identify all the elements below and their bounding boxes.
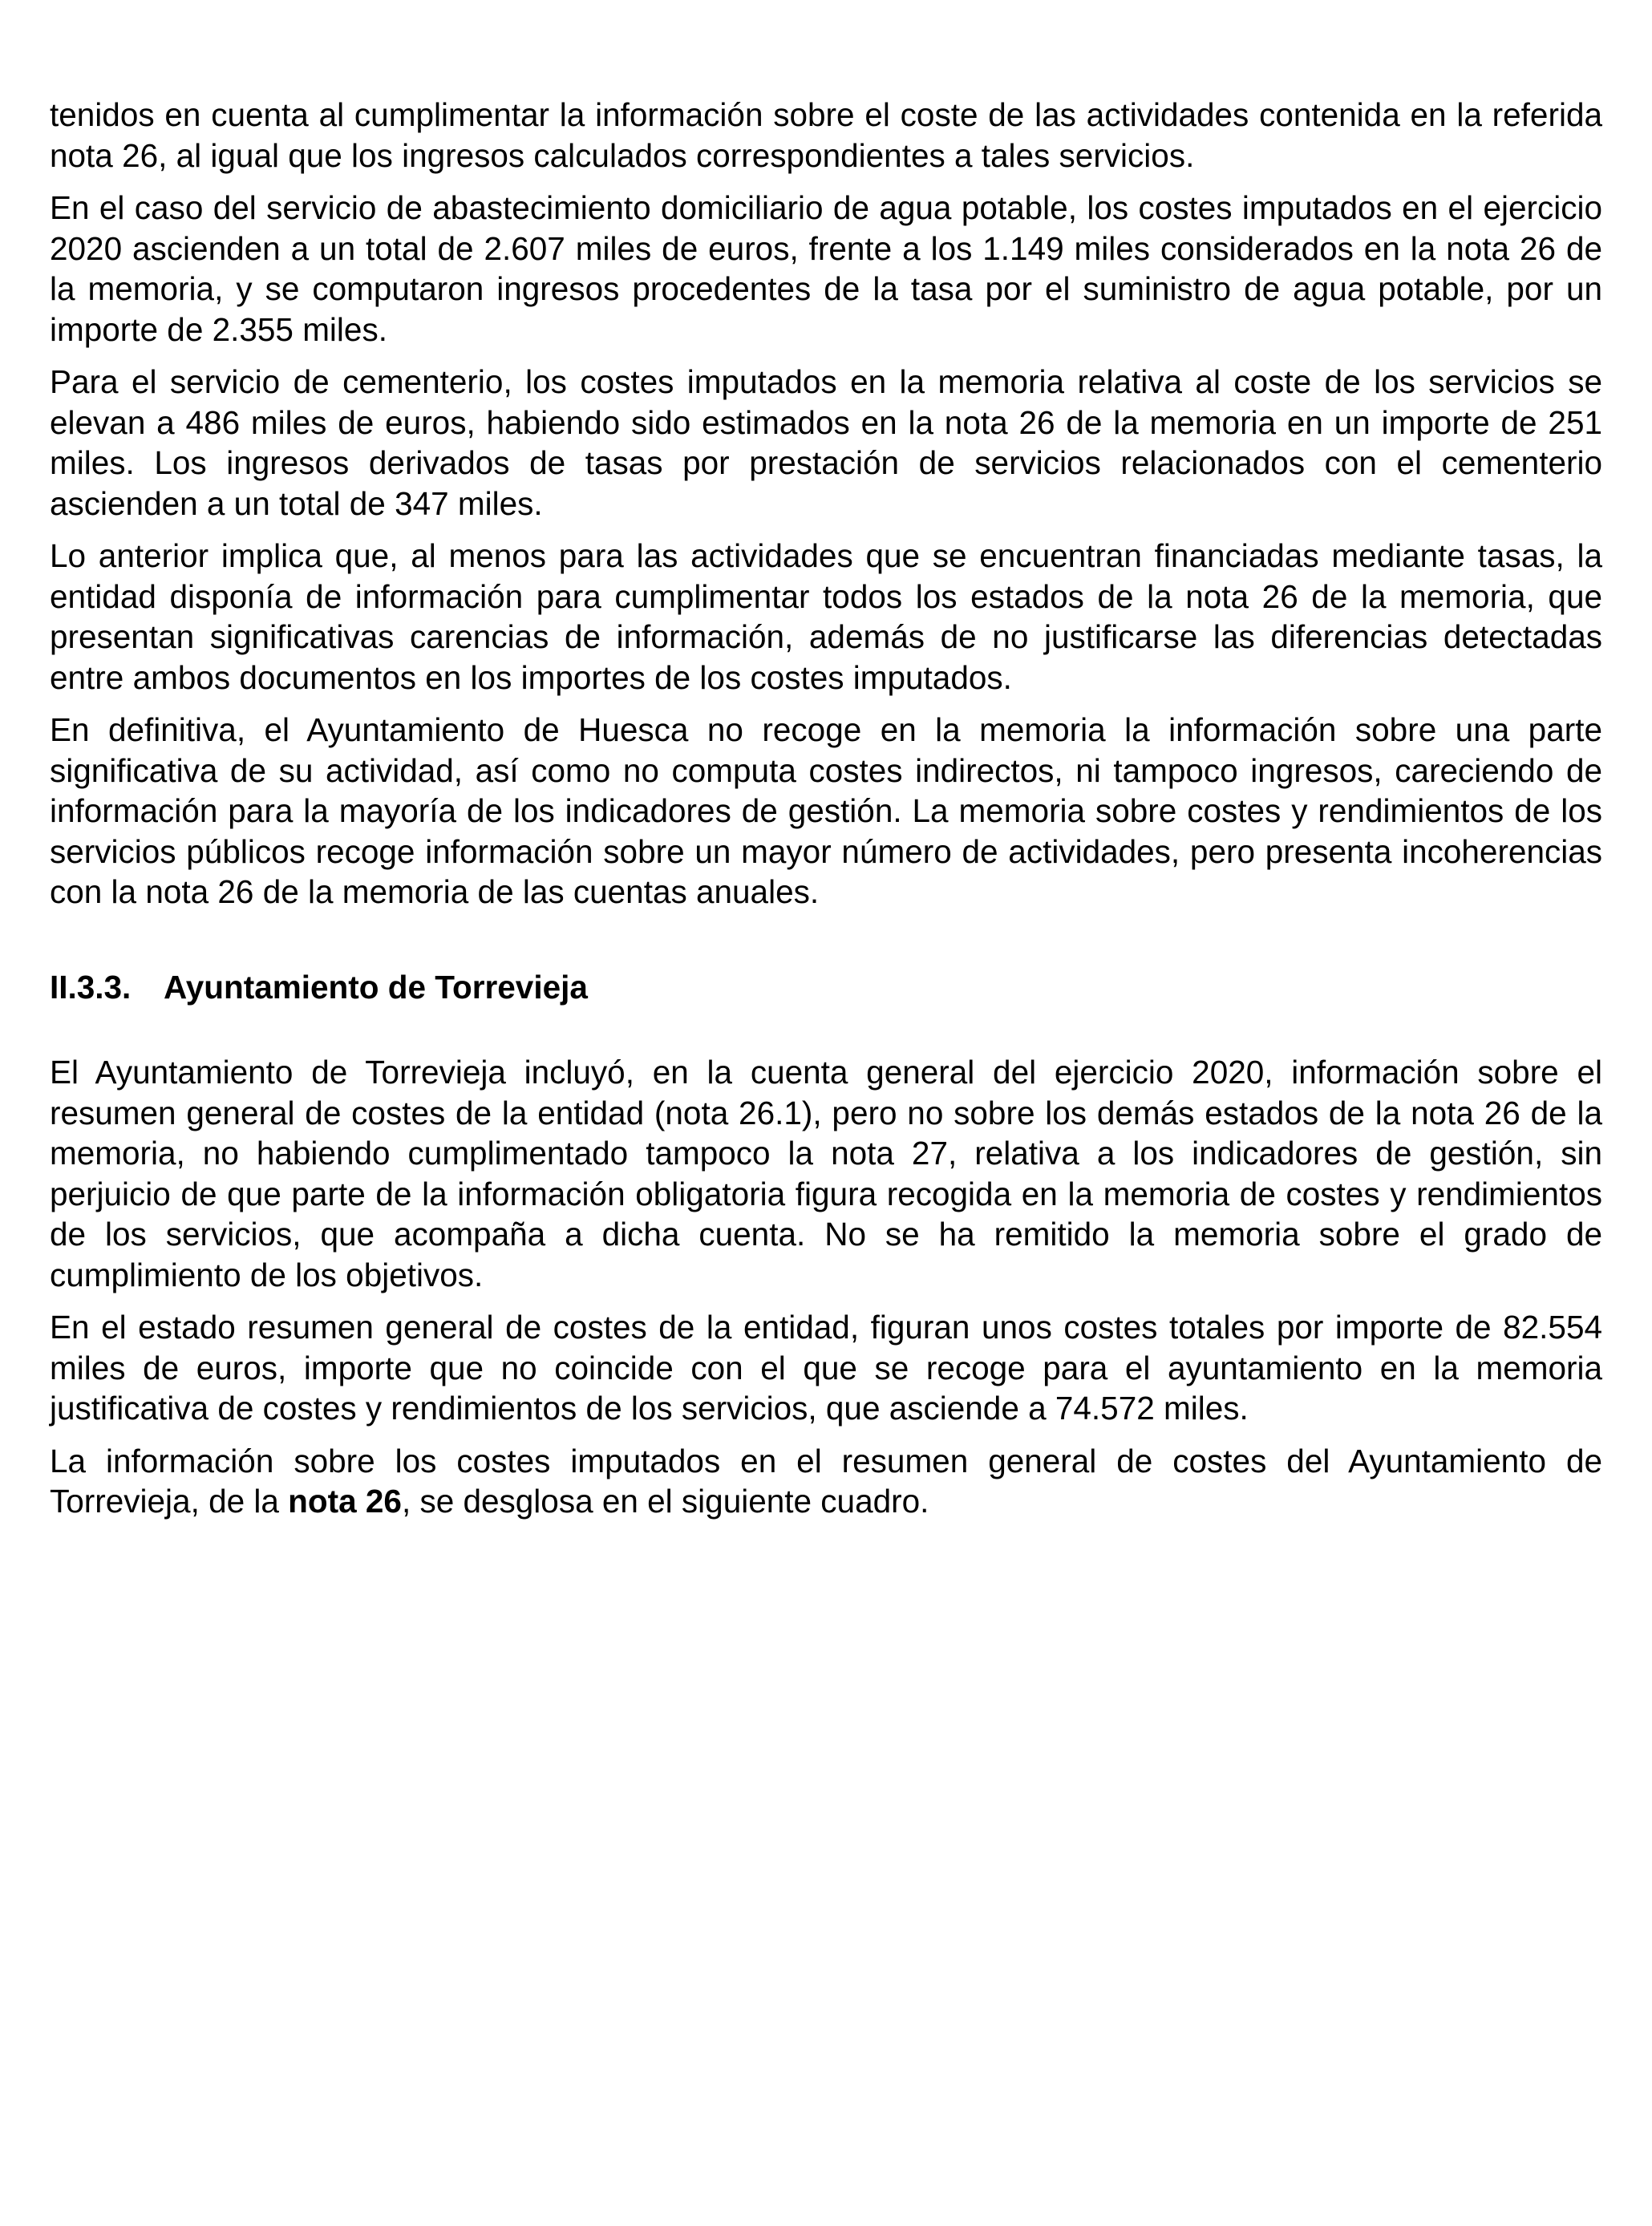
- section-heading: [50, 967, 1602, 1008]
- paragraph-torrevieja-cuenta-general: El Ayuntamiento de Torrevieja incluyó, en la cuenta general del ejercicio 2020, información sobre el resumen general de costes de la entidad (nota 26.1), pero no sobre los demás estados de la nota 26 de la memoria, no habiendo cumplimentado tampoco la nota 27, relativa a los indicadores de gestión, sin perjuicio de que parte de la información obligatoria figura recogida en la memoria de costes y rendimientos de los servicios, que acompaña a dicha cuenta. No se ha remitido la memoria sobre el grado de cumplimiento de los objetivos.: [50, 1054, 1602, 1293]
- bold-reference-nota-26: nota 26: [288, 1483, 402, 1520]
- paragraph-torrevieja-desglose: [50, 1441, 1602, 1522]
- paragraph-implicacion: Lo anterior implica que, al menos para las actividades que se encuentran financiadas mediante tasas, la entidad disponía de información para cumplimentar todos los estados de la nota 26 de la memoria, que presentan significativas carencias de información, además de no justificarse las diferencias detectadas entre ambos documentos en los importes de los costes imputados.: [50, 537, 1602, 696]
- document-page: [50, 95, 1602, 1534]
- paragraph-cementerio: Para el servicio de cementerio, los costes imputados en la memoria relativa al coste de los servicios se elevan a 486 miles de euros, habiendo sido estimados en la nota 26 de la memoria en un importe de 251 miles. Los ingresos derivados de tasas por prestación de servicios relacionados con el cementerio ascienden a un total de 347 miles.: [50, 363, 1602, 522]
- section-number: II.3.3.: [50, 968, 132, 1006]
- text-segment: La información sobre los costes imputados en el resumen general de costes del Ayuntamiento de Torrevieja, de la: [50, 1442, 1602, 1520]
- paragraph-conclusion-huesca: En definitiva, el Ayuntamiento de Huesca no recoge en la memoria la información sobre una parte significativa de su actividad, así como no computa costes indirectos, ni tampoco ingresos, careciendo de información para la mayoría de los indicadores de gestión. La memoria sobre costes y rendimientos de los servicios públicos recoge información sobre un mayor número de actividades, pero presenta incoherencias con la nota 26 de la memoria de las cuentas anuales.: [50, 711, 1602, 910]
- paragraph-torrevieja-resumen-costes: En el estado resumen general de costes de la entidad, figuran unos costes totales por importe de 82.554 miles de euros, importe que no coincide con el que se recoge para el ayuntamiento en la memoria justificativa de costes y rendimientos de los servicios, que asciende a 74.572 miles.: [50, 1309, 1602, 1427]
- section-title: Ayuntamiento de Torrevieja: [164, 968, 588, 1006]
- text-segment: , se desglosa en el siguiente cuadro.: [401, 1483, 929, 1520]
- paragraph-costes-tenidos: tenidos en cuenta al cumplimentar la información sobre el coste de las actividades contenida en la referida nota 26, al igual que los ingresos calculados correspondientes a tales servicios.: [50, 96, 1602, 174]
- paragraph-agua-potable: En el caso del servicio de abastecimiento domiciliario de agua potable, los costes imputados en el ejercicio 2020 ascienden a un total de 2.607 miles de euros, frente a los 1.149 miles considerados en la nota 26 de la memoria, y se computaron ingresos procedentes de la tasa por el suministro de agua potable, por un importe de 2.355 miles.: [50, 189, 1602, 348]
